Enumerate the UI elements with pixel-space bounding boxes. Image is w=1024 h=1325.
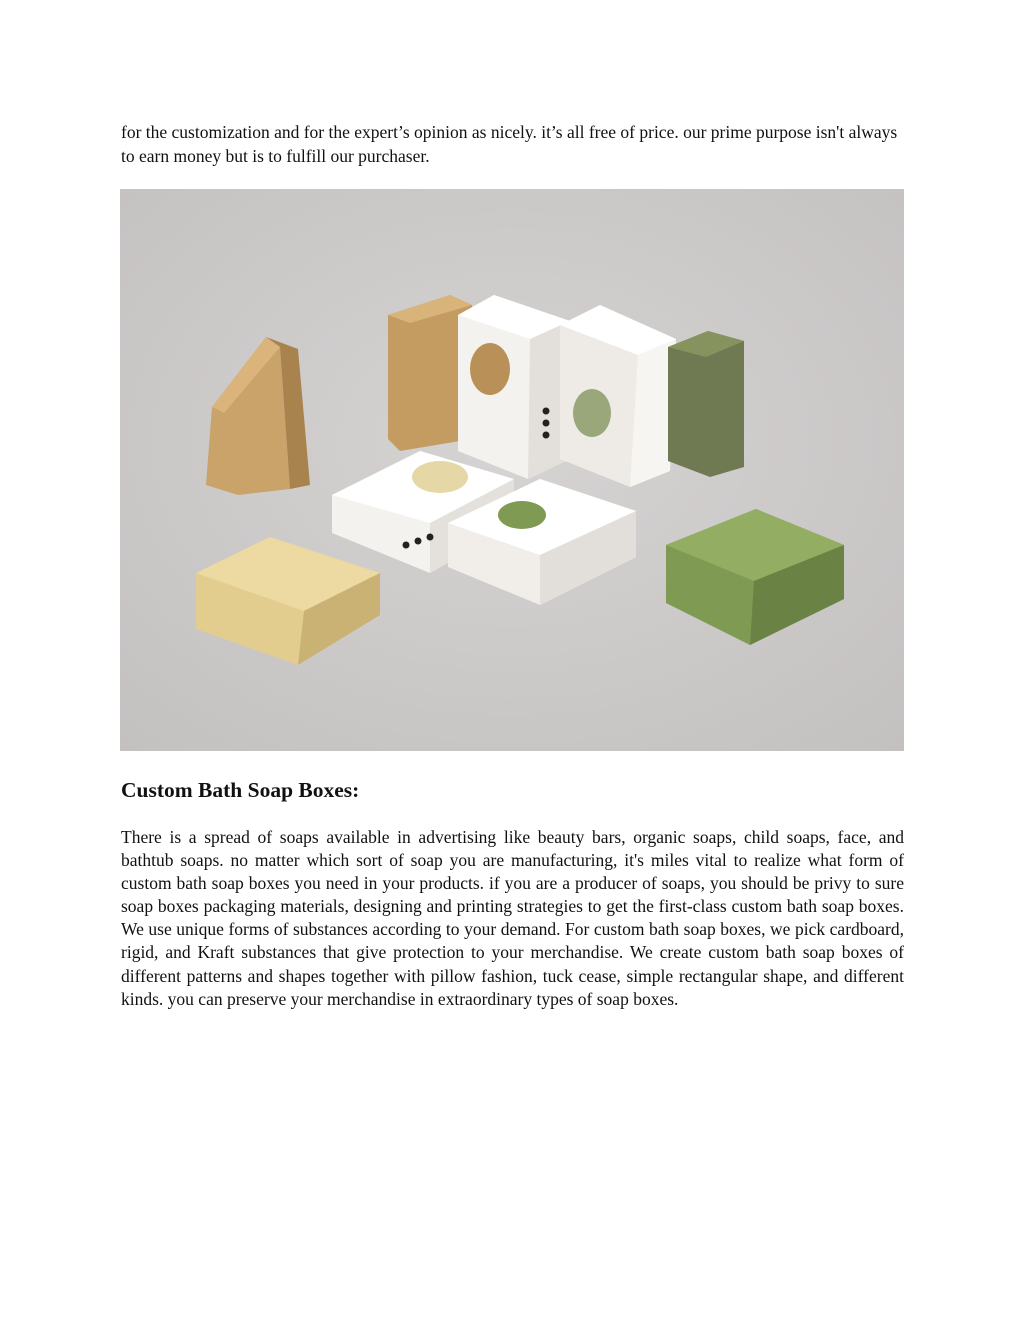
soap-boxes-photo	[120, 189, 904, 751]
standing-box-1	[458, 295, 570, 479]
olive-standing-soap	[668, 331, 744, 477]
intro-paragraph: for the customization and for the expert’s opinion as nicely. it’s all free of price. our prime purpose isn't always to earn money but is to fulfill our purchaser.	[121, 122, 898, 166]
standing-box-2	[560, 305, 676, 487]
section-heading: Custom Bath Soap Boxes:	[121, 778, 360, 802]
body-paragraph: There is a spread of soaps available in advertising like beauty bars, organic soaps, child soaps, face, and bathtub soaps. no matter which sort of soap you are manufacturing, it's miles vital to realize what form of custom bath soap boxes you need in your products. if you are a producer of soaps, you should be privy to sure soap boxes packaging materials, designing and printing strategies to get the first-class custom bath soap boxes. We use unique forms of substances according to your demand. For custom bath soap boxes, we pick cardboard, rigid, and Kraft substances that give protection to your merchandise. We create custom bath soap boxes of different patterns and shapes together with pillow fashion, tuck cease, simple rectangular shape, and different kinds. you can preserve your merchandise in extraordinary types of soap boxes.	[121, 827, 904, 1009]
